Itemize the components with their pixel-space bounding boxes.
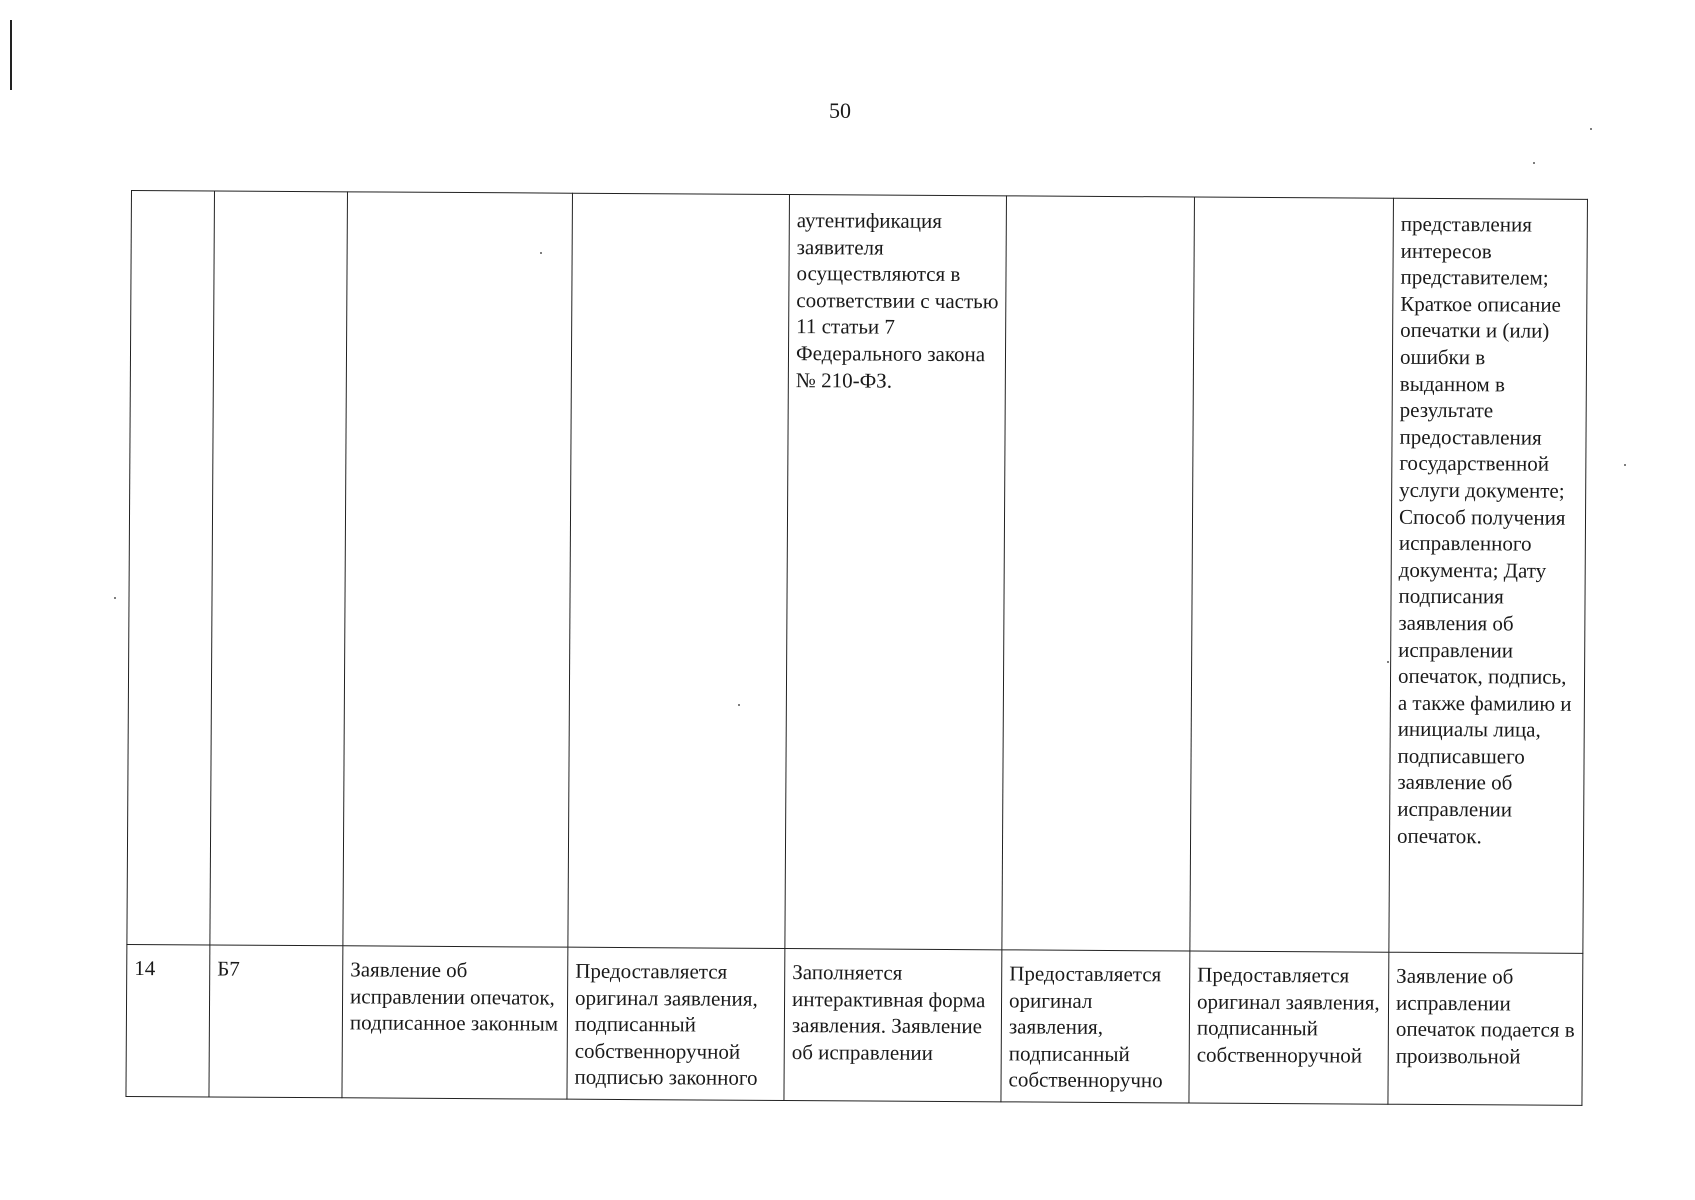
table-cell: Предоставляется оригинал заявления, подписанный собственноручной: [1189, 951, 1389, 1104]
scan-speck: [1590, 128, 1592, 130]
table-cell: Предоставляется оригинал заявления, подписанный собственноручной подписью законного: [567, 947, 785, 1100]
table-cell: Предоставляется оригинал заявления, подписанный собственноручно: [1001, 950, 1190, 1103]
scan-speck: [1387, 661, 1389, 663]
table-cell: [568, 193, 790, 948]
scan-speck: [540, 252, 542, 254]
table-cell: Заполняется интерактивная форма заявления. Заявление об исправлении: [784, 949, 1002, 1102]
table-row: [127, 191, 1588, 954]
table-cell: Заявление об исправлении опечаток, подписанное законным: [342, 946, 568, 1099]
table-cell: представления интересов представителем; Краткое описание опечатки и (или) ошибки в выданном в результате предоставления государственной услуги документе; Способ получения исправленного документа; Дату подписания заявления об исправлении опечаток, подпись, а также фамилию и инициалы лица, подписавшего заявление об исправлении опечаток.: [1389, 198, 1588, 953]
scan-speck: [1533, 162, 1535, 164]
table-cell: [343, 192, 573, 947]
page-number: 50: [829, 98, 851, 123]
table-cell: [1002, 196, 1195, 951]
table-cell-code: Б7: [209, 945, 343, 1098]
table-cell-number: 14: [126, 944, 210, 1097]
scan-speck: [114, 597, 116, 599]
table-row: [126, 944, 1583, 1105]
table-cell: [1190, 197, 1394, 952]
scan-edge-mark: [10, 20, 12, 90]
table-cell: Заявление об исправлении опечаток подается в произвольной: [1388, 952, 1583, 1105]
table-cell: аутентификация заявителя осуществляются в соответствии с частью 11 статьи 7 Федерального закона № 210-ФЗ.: [785, 195, 1007, 950]
scan-speck: [738, 704, 740, 706]
scan-speck: [1624, 464, 1626, 466]
document-table: [125, 190, 1588, 1106]
table-cell: [127, 191, 215, 945]
table-cell: [210, 191, 348, 946]
